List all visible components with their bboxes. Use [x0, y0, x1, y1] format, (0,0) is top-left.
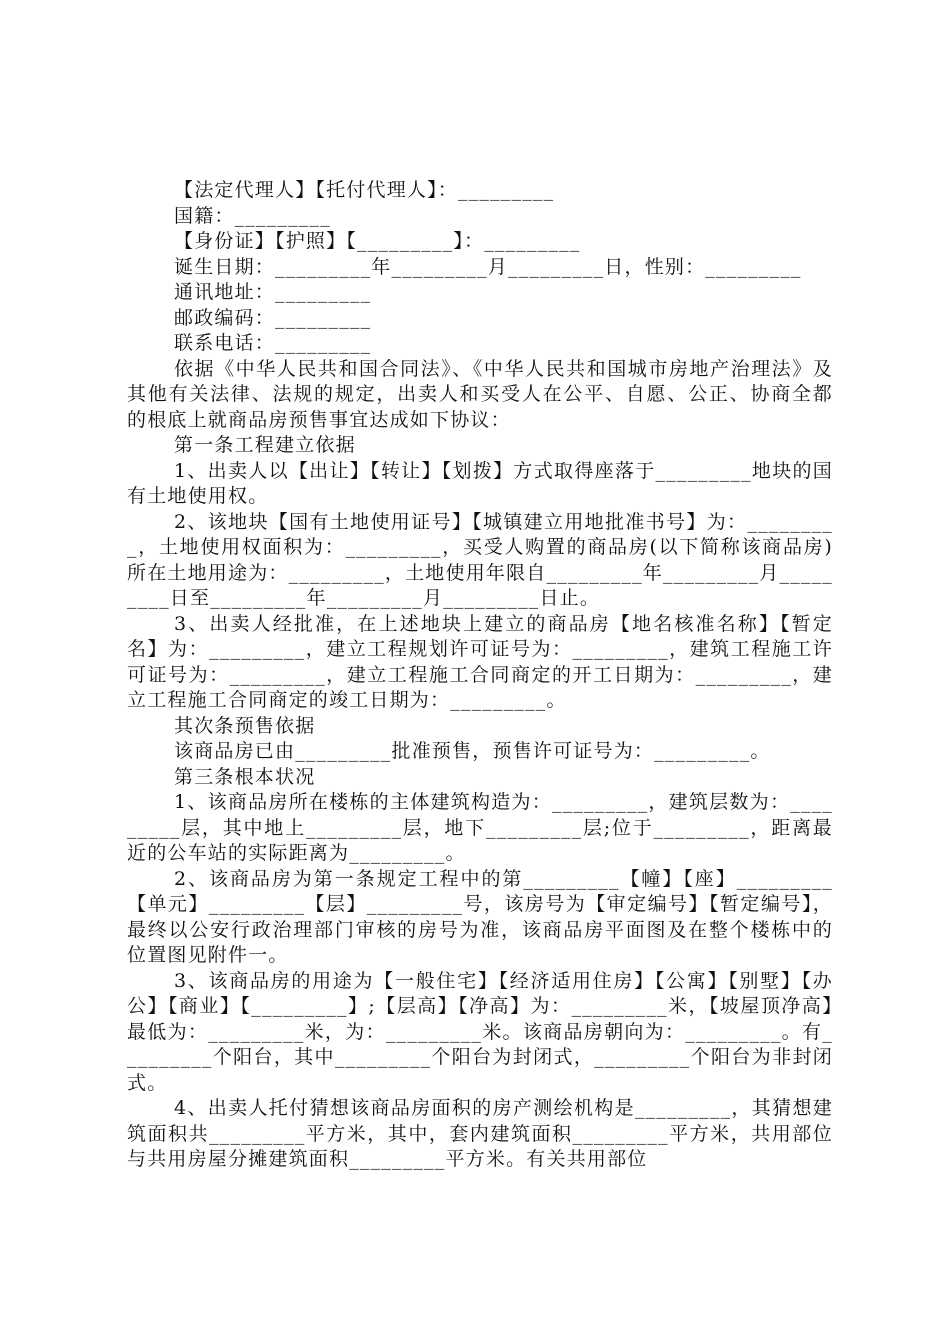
postcode-line: 邮政编码：_________	[174, 306, 372, 329]
article-2-heading: 其次条预售依据	[174, 714, 316, 737]
birth-date-line: 诞生日期：_________年_________月_________日，性别：_________	[174, 255, 802, 278]
nationality-line: 国籍：_________	[174, 204, 331, 227]
article-2-clause: 该商品房已由_________批准预售，预售许可证号为：_________。	[174, 740, 771, 762]
article-3-clause-4: 4、出卖人托付猜想该商品房面积的房产测绘机构是_________，其猜想建筑面积共_________平方米，其中，套内建筑面积_________平方米，共用部位与共用房屋分摊建筑面积_________平方米。有关共用部位	[127, 1097, 833, 1170]
article-1-clause-1: 1、出卖人以【出让】【转让】【划拨】方式取得座落于_________地块的国有土地使用权。	[127, 459, 833, 507]
id-document-line: 【身份证】【护照】【_________】：_________	[174, 230, 581, 252]
article-1-clause-2: 2、该地块【国有土地使用证号】【城镇建立用地批准书号】为：_________，土地使用权面积为：_________，买受人购置的商品房(以下简称该商品房)所在土地用途为：_________，土地使用年限自_________年_________月_________日至_________年_________月_________日止。	[127, 510, 834, 609]
article-1-clause-3: 3、出卖人经批准，在上述地块上建立的商品房【地名核准名称】【暂定名】为：_________，建立工程规划许可证号为：_________，建筑工程施工许可证号为：_________，建立工程施工合同商定的开工日期为：_________，建立工程施工合同商定的竣工日期为：_________。	[127, 612, 833, 711]
phone-line: 联系电话：_________	[174, 332, 372, 354]
contract-body	[127, 178, 833, 1173]
article-3-clause-1: 1、该商品房所在楼栋的主体建筑构造为：_________，建筑层数为：_________层，其中地上_________层，地下_________层;位于_________，距离最近的公车站的实际距离为_________。	[127, 791, 833, 864]
article-1-heading: 第一条工程建立依据	[174, 434, 356, 456]
preamble-paragraph: 依据《中华人民共和国合同法》、《中华人民共和国城市房地产治理法》及其他有关法律、法规的规定，出卖人和买受人在公平、自愿、公正、协商全都的根底上就商品房预售事宜达成如下协议：	[127, 357, 833, 431]
article-3-heading: 第三条根本状况	[174, 765, 316, 788]
article-3-clause-3: 3、该商品房的用途为【一般住宅】【经济适用住房】【公寓】【别墅】【办公】【商业】【_________】;【层高】【净高】为：_________米，【坡屋顶净高】最低为：_________米，为：_________米。该商品房朝向为：_________。有_________个阳台，其中_________个阳台为封闭式，_________个阳台为非封闭式。	[127, 969, 833, 1094]
address-line: 通讯地址：_________	[174, 281, 372, 303]
article-3-clause-2: 2、该商品房为第一条规定工程中的第_________【幢】【座】_________【单元】_________【层】_________号，该房号为【审定编号】【暂定编号】，最终以公安行政治理部门审核的房号为准，该商品房平面图及在整个楼栋中的位置图见附件一。	[127, 867, 833, 966]
agent-line: 【法定代理人】【托付代理人】：_________	[174, 179, 555, 201]
